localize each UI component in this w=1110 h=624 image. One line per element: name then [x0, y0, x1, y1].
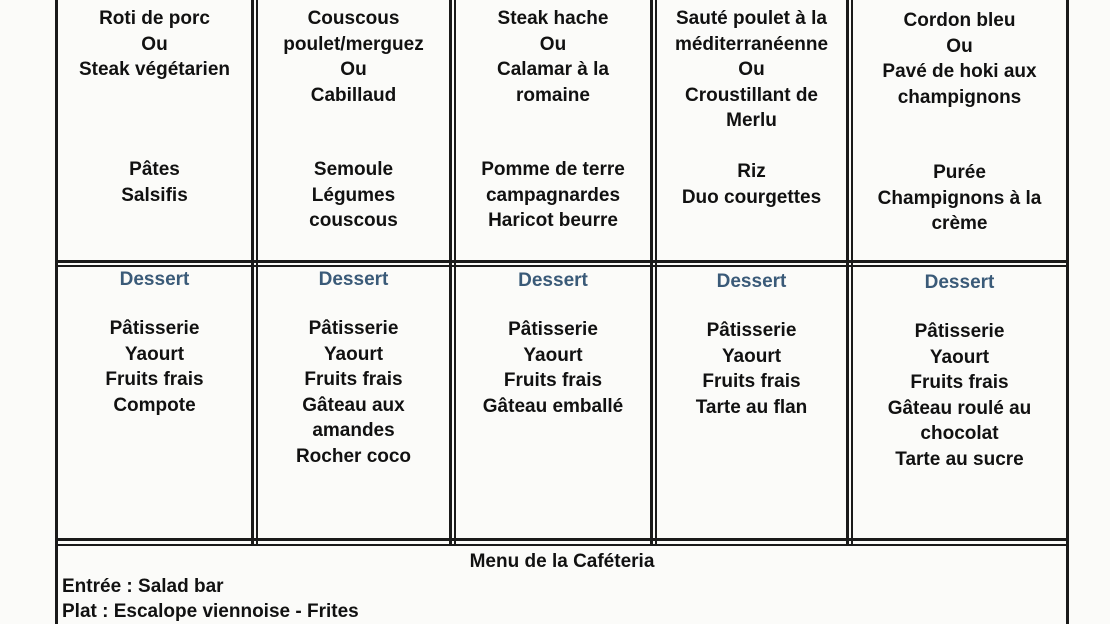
dessert-line: Pâtisserie — [508, 319, 598, 340]
dessert-title: Dessert — [119, 269, 190, 290]
dish-line: Couscous — [307, 8, 400, 29]
dish-line: Steak végétarien — [78, 59, 231, 80]
side-line: Semoule — [313, 159, 394, 180]
side-dishes — [481, 157, 625, 234]
cafeteria-section — [62, 550, 1062, 624]
row-divider — [55, 544, 1069, 546]
dish-line: Ou — [539, 33, 567, 55]
side-line: Pomme de terre — [481, 159, 625, 180]
day-main-cell — [258, 6, 449, 108]
dessert-line: Yaourt — [323, 343, 384, 365]
side-line: Champignons à la — [877, 187, 1042, 209]
side-line: Haricot beurre — [488, 210, 618, 231]
dish-line: Ou — [340, 59, 367, 80]
dessert-line: Fruits frais — [304, 369, 403, 390]
day-side-cell — [456, 157, 650, 234]
day-dessert-cell — [853, 271, 1066, 472]
dish-line: poulet/merguez — [283, 33, 424, 55]
dish-line: Steak hache — [497, 8, 609, 29]
dessert-line: Gâteau emballé — [482, 395, 624, 417]
dessert-line: Compote — [113, 394, 196, 416]
desserts — [696, 318, 808, 420]
side-dishes — [682, 159, 821, 210]
day-dessert-cell — [258, 268, 449, 469]
dish-line: Croustillant de — [684, 84, 818, 106]
dessert-title: Dessert — [924, 272, 995, 293]
dish-line: romaine — [516, 84, 590, 106]
dessert-line: Fruits frais — [105, 369, 204, 390]
side-dishes — [121, 157, 188, 208]
dessert-line: Gâteau aux — [302, 394, 405, 416]
side-line: campagnardes — [485, 184, 621, 206]
day-side-cell — [853, 160, 1066, 237]
desserts — [888, 319, 1032, 472]
dessert-line: Pâtisserie — [706, 320, 797, 341]
dish-line: méditerranéenne — [674, 33, 829, 55]
dessert-line: Fruits frais — [503, 370, 603, 391]
dessert-line: Gâteau roulé au — [887, 397, 1032, 419]
side-line: Purée — [933, 162, 986, 183]
dessert-line: Tarte au flan — [695, 396, 808, 418]
dessert-title: Dessert — [318, 269, 389, 290]
day-main-cell — [657, 6, 846, 134]
dish-line: Merlu — [726, 110, 777, 131]
side-dishes — [878, 160, 1042, 237]
dish-line: Pavé de hoki aux — [882, 61, 1037, 82]
cafeteria-title: Menu de la Caféteria — [469, 551, 655, 572]
main-dishes — [882, 8, 1036, 110]
dish-line: Ou — [946, 35, 973, 57]
dish-line: champignons — [897, 86, 1022, 108]
side-line: Riz — [737, 161, 766, 182]
dessert-title: Dessert — [716, 271, 787, 292]
main-dishes — [79, 6, 230, 83]
column-divider — [846, 0, 849, 544]
day-side-cell — [657, 159, 846, 210]
dessert-line: Tarte au sucre — [895, 448, 1024, 470]
dessert-line: Pâtisserie — [109, 318, 200, 339]
dish-line: Ou — [738, 59, 765, 80]
dessert-line: Yaourt — [929, 346, 990, 368]
side-line: Pâtes — [129, 159, 180, 180]
cafeteria-main: Plat : Escalope viennoise - Frites — [62, 601, 359, 622]
side-line: Duo courgettes — [681, 186, 822, 208]
column-divider — [650, 0, 653, 544]
day-side-cell — [258, 157, 449, 234]
side-line: couscous — [309, 210, 398, 231]
dessert-line: chocolat — [920, 423, 999, 444]
day-dessert-cell — [657, 270, 846, 420]
side-line: crème — [931, 213, 988, 234]
desserts — [296, 316, 411, 469]
day-main-cell — [853, 8, 1066, 110]
dessert-line: Yaourt — [721, 345, 782, 367]
dish-line: Cabillaud — [310, 84, 397, 106]
column-divider — [449, 0, 452, 544]
side-line: Légumes — [311, 184, 396, 206]
dish-line: Calamar à la — [497, 59, 609, 80]
dessert-line: Fruits frais — [910, 372, 1009, 393]
dish-line: Ou — [141, 33, 168, 55]
desserts — [483, 317, 623, 419]
day-dessert-cell — [58, 268, 251, 418]
day-main-cell — [456, 6, 650, 108]
table-border — [1066, 0, 1069, 624]
desserts — [105, 316, 203, 418]
dish-line: Roti de porc — [99, 8, 210, 29]
dish-line: Cordon bleu — [903, 10, 1016, 31]
dessert-line: Yaourt — [124, 343, 185, 365]
main-dishes — [283, 6, 423, 108]
dessert-line: Pâtisserie — [914, 321, 1005, 342]
day-main-cell — [58, 6, 251, 83]
row-divider — [55, 265, 1069, 267]
dessert-line: Pâtisserie — [308, 318, 399, 339]
dessert-line: amandes — [312, 420, 395, 441]
side-line: Salsifis — [121, 184, 188, 206]
row-divider — [55, 538, 1069, 541]
dessert-line: Fruits frais — [702, 371, 801, 392]
row-divider — [55, 260, 1069, 263]
side-dishes — [309, 157, 398, 234]
dessert-line: Yaourt — [523, 344, 583, 366]
day-side-cell — [58, 157, 251, 208]
column-divider — [251, 0, 254, 544]
main-dishes — [675, 6, 828, 134]
dish-line: Sauté poulet à la — [676, 8, 827, 29]
dessert-title: Dessert — [518, 270, 588, 291]
cafeteria-starter: Entrée : Salad bar — [62, 576, 224, 597]
main-dishes — [497, 6, 609, 108]
dessert-line: Rocher coco — [295, 445, 412, 467]
day-dessert-cell — [456, 269, 650, 419]
